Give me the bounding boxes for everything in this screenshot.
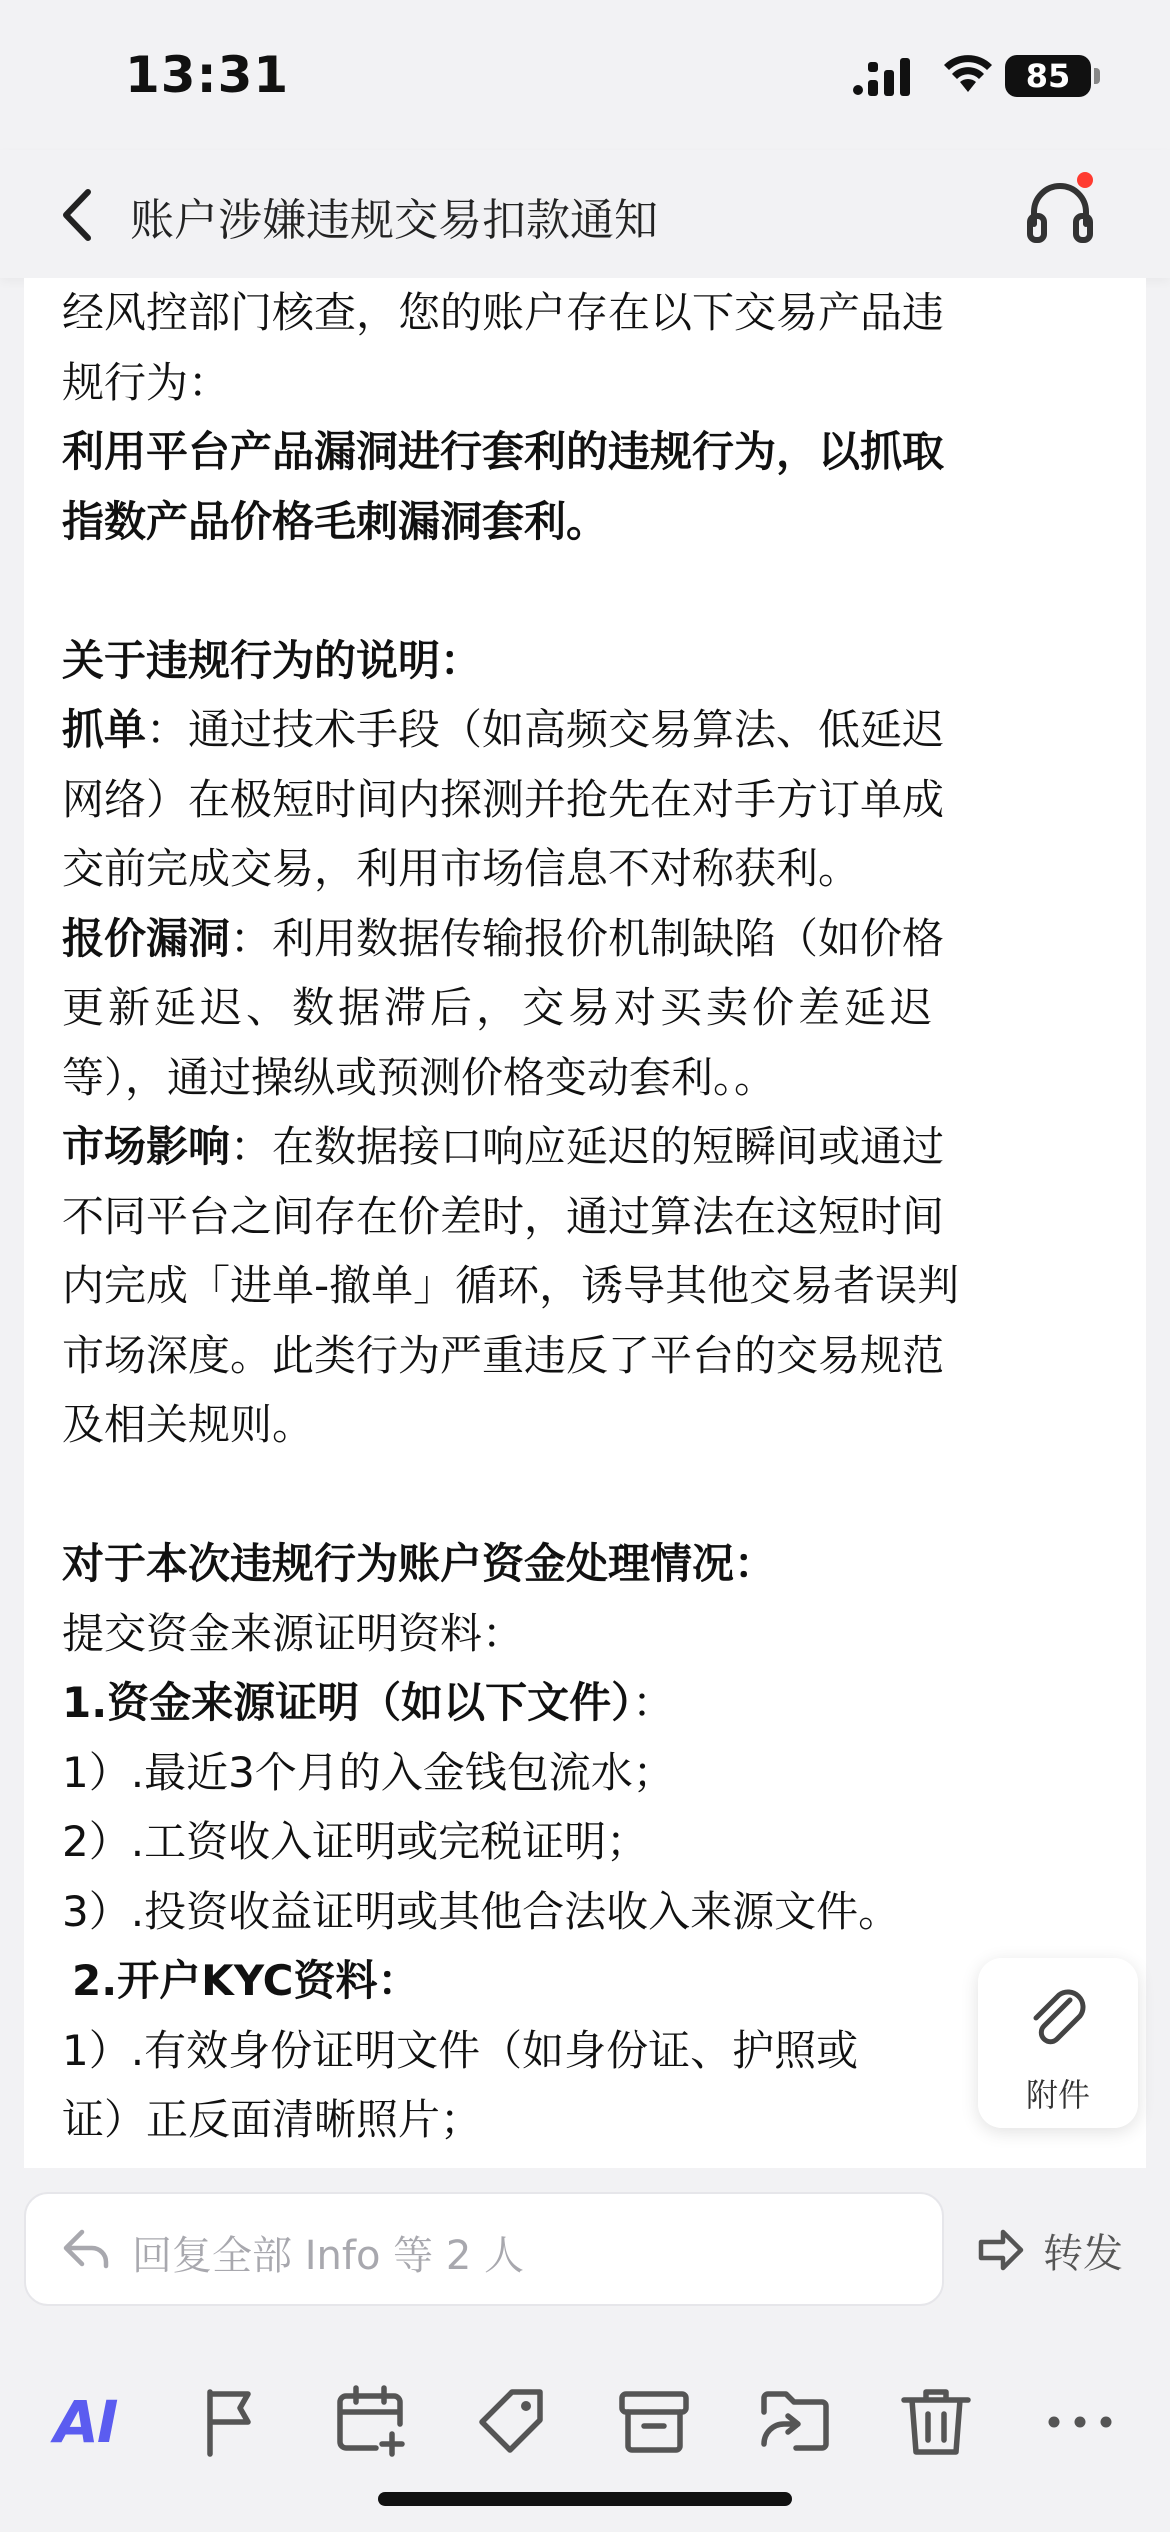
item-label: 抓单 bbox=[62, 705, 147, 754]
item-line bbox=[62, 695, 1132, 765]
status-bar bbox=[0, 0, 1170, 150]
intro-line: 规行为： bbox=[62, 357, 231, 407]
section-title: 1.资金来源证明（如以下文件） bbox=[62, 1678, 633, 1727]
item-line: 网络）在极短时间内探测并抢先在对手方订单成 bbox=[62, 774, 945, 824]
item-line: 更新延迟、数据滞后，交易对买卖价差延迟 bbox=[62, 983, 937, 1032]
paperclip-icon bbox=[1018, 1980, 1098, 2060]
item-text: ：利用数据传输报价机制缺陷（如价格 bbox=[230, 913, 945, 963]
notification-badge bbox=[1077, 172, 1093, 188]
list-item: 1）.最近3个月的入金钱包流水； bbox=[62, 1747, 675, 1797]
attachment-button[interactable] bbox=[978, 1958, 1138, 2128]
section-heading bbox=[62, 1668, 1132, 1738]
more-icon[interactable] bbox=[1040, 2382, 1120, 2462]
list-item: 2）.工资收入证明或完税证明； bbox=[62, 1817, 649, 1866]
wifi-icon bbox=[942, 52, 994, 96]
section-colon: ： bbox=[632, 1678, 675, 1727]
list-item: 1）.有效身份证明文件（如身份证、护照或 bbox=[62, 2025, 859, 2075]
violation-line: 指数产品价格毛刺漏洞套利。 bbox=[62, 496, 609, 546]
reply-placeholder: 回复全部 Info 等 2 人 bbox=[132, 2233, 525, 2279]
ai-button[interactable]: AI bbox=[54, 2388, 117, 2456]
intro-line: 经风控部门核查，您的账户存在以下交易产品违 bbox=[62, 288, 945, 337]
reply-bar bbox=[0, 2168, 1170, 2532]
spacer bbox=[62, 556, 1132, 626]
item-text: ：在数据接口响应延迟的短瞬间或通过 bbox=[230, 1122, 945, 1171]
archive-icon[interactable] bbox=[614, 2382, 694, 2462]
item-line: 不同平台之间存在价差时，通过算法在这短时间 bbox=[62, 1191, 945, 1241]
battery-nub bbox=[1094, 68, 1100, 84]
item-line: 交前完成交易，利用市场信息不对称获利。 bbox=[62, 844, 861, 893]
spacer bbox=[62, 1460, 1132, 1530]
status-time: 13:31 bbox=[125, 46, 290, 104]
violation-line: 利用平台产品漏洞进行套利的违规行为，以抓取 bbox=[62, 427, 945, 476]
explain-heading: 关于违规行为的说明： bbox=[62, 635, 483, 685]
attachment-label: 附件 bbox=[1025, 2076, 1090, 2114]
item-line: 内完成「进单-撤单」循环，诱导其他交易者误判 bbox=[62, 1261, 960, 1310]
trash-icon[interactable] bbox=[896, 2382, 976, 2462]
back-chevron-icon[interactable] bbox=[48, 180, 108, 250]
section-heading: 2.开户KYC资料： bbox=[72, 1956, 420, 2005]
bottom-toolbar bbox=[0, 2368, 1170, 2478]
forward-arrow-icon bbox=[975, 2224, 1027, 2276]
item-line: 及相关规则。 bbox=[62, 1400, 315, 1449]
funds-intro: 提交资金来源证明资料： bbox=[62, 1608, 525, 1658]
mail-content bbox=[62, 278, 1132, 2224]
home-indicator bbox=[378, 2492, 792, 2506]
nav-bar bbox=[0, 150, 1170, 278]
reply-all-input[interactable] bbox=[24, 2192, 944, 2306]
reply-icon bbox=[62, 2224, 112, 2274]
flag-icon[interactable] bbox=[192, 2382, 272, 2462]
item-label: 市场影响 bbox=[62, 1122, 231, 1171]
list-item: 证）正反面清晰照片； bbox=[62, 2095, 483, 2144]
item-line bbox=[62, 1112, 1132, 1182]
item-line: 市场深度。此类行为严重违反了平台的交易规范 bbox=[62, 1330, 945, 1380]
item-text: ：通过技术手段（如高频交易算法、低延迟 bbox=[146, 705, 945, 754]
item-label: 报价漏洞 bbox=[62, 913, 231, 963]
forward-label: 转发 bbox=[1043, 2231, 1123, 2277]
list-item: 3）.投资收益证明或其他合法收入来源文件。 bbox=[62, 1886, 901, 1936]
mail-body-card bbox=[24, 278, 1146, 2168]
tag-icon[interactable] bbox=[472, 2382, 552, 2462]
cellular-signal-icon bbox=[852, 58, 916, 96]
item-line: 等），通过操纵或预测价格变动套利。。 bbox=[62, 1052, 777, 1102]
page-title: 账户涉嫌违规交易扣款通知 bbox=[130, 195, 658, 246]
move-folder-icon[interactable] bbox=[756, 2382, 836, 2462]
funds-heading: 对于本次违规行为账户资金处理情况： bbox=[62, 1539, 777, 1588]
battery-indicator: 85 bbox=[1005, 55, 1091, 97]
calendar-add-icon[interactable] bbox=[332, 2382, 412, 2462]
item-line bbox=[62, 904, 1132, 974]
